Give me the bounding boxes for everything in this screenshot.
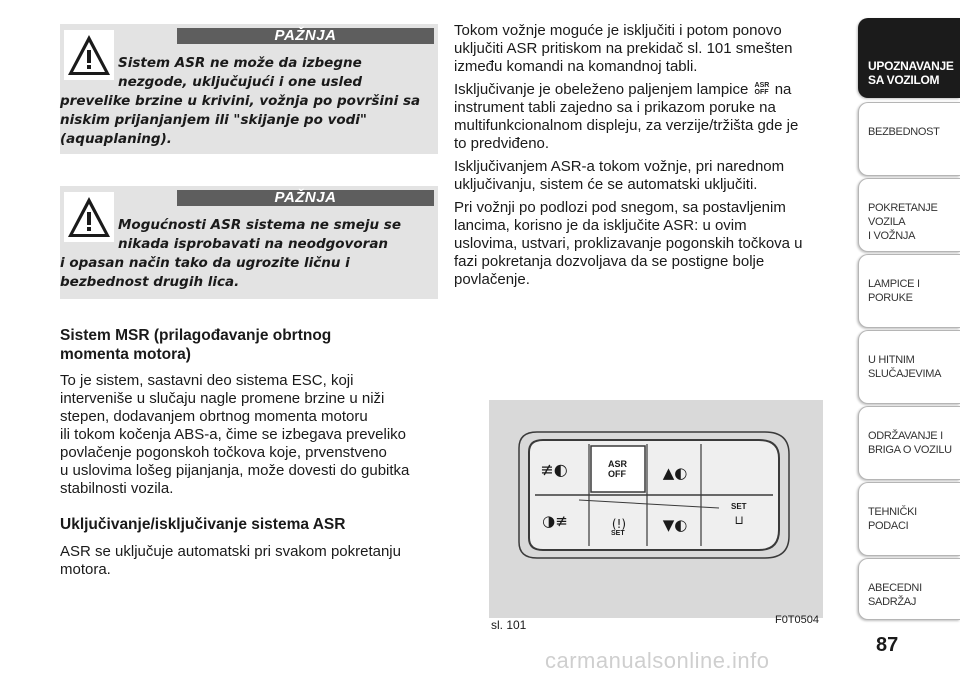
- tab-label: TEHNIČKI PODACI: [868, 506, 917, 532]
- warning-line: nezgode, uključujući i one usled: [118, 74, 363, 90]
- hill-up-icon: ▲◐: [662, 464, 688, 482]
- text-line: interveniše u slučaju nagle promene brzine u niži: [60, 390, 385, 407]
- switch-panel-illustration: [489, 400, 823, 618]
- text-line: povlačenje.: [454, 271, 530, 288]
- asr-button-label: OFF: [608, 469, 626, 479]
- text-line: u uslovima lošeg pijanjanja, može dovesti do gubitka: [60, 462, 410, 479]
- warning-line: Sistem ASR ne može da izbegne: [118, 55, 362, 71]
- text-line: povlačenje pogonskoh točkova koje, prvenstveno: [60, 444, 387, 461]
- warning-line: niskim prijanjanjem ili "skijanje po vodi": [60, 112, 367, 128]
- lamp-label: OFF: [754, 89, 769, 96]
- warning-icon: [64, 30, 114, 80]
- tab-label: LAMPICE I PORUKE: [868, 278, 920, 304]
- figure-caption: [489, 614, 823, 632]
- section-tabs: [858, 0, 960, 620]
- figure-code: F0T0504: [774, 614, 819, 626]
- reset-icon: ⊔: [734, 513, 744, 527]
- text-line: uključiti ASR pritiskom na prekidač sl. 101 smešten: [454, 40, 793, 57]
- text-line: Tokom vožnje moguće je isključiti i potom ponovo: [454, 22, 782, 39]
- page-number: 87: [876, 634, 899, 656]
- set-label: SET: [731, 502, 747, 511]
- tab-label: [868, 59, 954, 87]
- warning-heading: PAŽNJA: [177, 28, 434, 44]
- text-line: lancima, korisno je da isključite ASR: u ovim: [454, 217, 747, 234]
- tab-label: [868, 201, 960, 243]
- tab-label: [868, 353, 941, 381]
- warning-line: (aquaplaning).: [60, 131, 172, 147]
- tab-odrzavanje[interactable]: [858, 406, 960, 480]
- text-line: Pri vožnji po podlozi pod snegom, sa postavljenim: [454, 199, 786, 216]
- text-line: [454, 81, 791, 99]
- asr-off-lamp-icon: [755, 82, 769, 96]
- tab-label-line: BRIGA O VOZILU: [868, 444, 952, 456]
- tab-hitni[interactable]: [858, 330, 960, 404]
- asr-heading: Uključivanje/isključivanje sistema ASR: [60, 516, 346, 533]
- text-line: to predviđeno.: [454, 135, 550, 152]
- figure-switch-panel: [489, 400, 823, 618]
- tpms-icon: (!): [611, 517, 627, 531]
- watermark: carmanualsonline.info: [545, 648, 770, 673]
- warning-line: Mogućnosti ASR sistema ne smeju se: [118, 217, 401, 233]
- tab-label-line: SA VOZILOM: [868, 73, 940, 87]
- warning-heading: PAŽNJA: [177, 190, 434, 206]
- rear-fog-icon: ◑≢: [542, 512, 568, 530]
- text-line: Isključivanjem ASR-a tokom vožnje, pri narednom: [454, 158, 785, 175]
- msr-heading: Sistem MSR (prilagođavanje obrtnog: [60, 327, 332, 344]
- lamp-label: ASR: [754, 82, 770, 89]
- text-line: instrument tabli zajedno sa i prikazom poruke na: [454, 99, 776, 116]
- warning-line: bezbednost drugih lica.: [60, 274, 240, 290]
- tab-pokretanje[interactable]: [858, 178, 960, 252]
- tab-label-line: U HITNIM: [868, 354, 915, 366]
- tab-label: [868, 429, 952, 457]
- text-line: stepen, dodavanjem obrtnog momenta motoru: [60, 408, 368, 425]
- tab-label-line: POKRETANJE VOZILA: [868, 202, 938, 228]
- text-line: između komandi na komandnoj tabli.: [454, 58, 698, 75]
- tab-tehnicki[interactable]: [858, 482, 960, 556]
- hill-down-icon: ▼◐: [662, 516, 688, 534]
- text-line: uslovima, ustvari, proklizavanje pogonskih točkova u: [454, 235, 803, 252]
- tab-label-line: UPOZNAVANJE: [868, 59, 954, 73]
- warning-line: i opasan način tako da ugrozite ličnu i: [60, 255, 350, 271]
- text-fragment: na: [774, 81, 792, 98]
- tab-label-line: ODRŽAVANJE I: [868, 430, 943, 442]
- asr-button-label: ASR: [608, 459, 628, 469]
- text-line: motora.: [60, 561, 111, 578]
- warning-box-2: [60, 186, 438, 299]
- tab-upoznavanje[interactable]: [858, 18, 960, 98]
- text-line: fazi pokretanja dozvoljava da se postigne bolje: [454, 253, 765, 270]
- text-line: stabilnosti vozila.: [60, 480, 174, 497]
- tab-label: ABECEDNI SADRŽAJ: [868, 582, 922, 608]
- text-line: uključivanju, sistem će se automatski uključiti.: [454, 176, 758, 193]
- warning-box-1: [60, 24, 438, 154]
- msr-heading: momenta motora): [60, 346, 191, 363]
- text-line: To je sistem, sastavni deo sistema ESC, koji: [60, 372, 354, 389]
- fog-light-icon: ≢◐: [540, 460, 568, 479]
- text-fragment: Isključivanje je obeleženo paljenjem lampice: [454, 81, 749, 98]
- tab-lampice[interactable]: [858, 254, 960, 328]
- warning-line: nikada isprobavati na neodgovoran: [118, 236, 389, 252]
- text-line: ili tokom kočenja ABS-a, čime se izbegava preveliko: [60, 426, 406, 443]
- tab-label: BEZBEDNOST: [868, 126, 940, 138]
- tab-label-line: SLUČAJEVIMA: [868, 368, 942, 380]
- text-line: ASR se uključuje automatski pri svakom pokretanju: [60, 543, 401, 560]
- tab-abecedni[interactable]: [858, 558, 960, 620]
- warning-line: prevelike brzine u krivini, vožnja po površini sa: [60, 93, 421, 109]
- text-line: multifunkcionalnom displeju, za verzije/tržišta gde je: [454, 117, 799, 134]
- warning-icon: [64, 192, 114, 242]
- tab-label-line: I VOŽNJA: [868, 230, 916, 242]
- tab-bezbednost[interactable]: [858, 102, 960, 176]
- set-label: SET: [611, 530, 625, 537]
- figure-number: sl. 101: [491, 618, 527, 632]
